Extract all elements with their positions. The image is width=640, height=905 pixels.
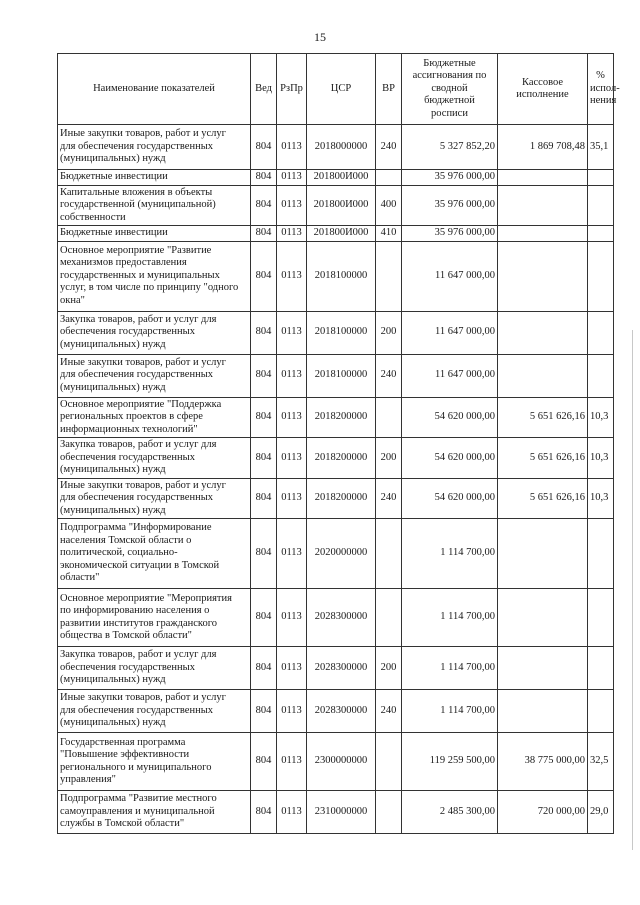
cell-assignments: 35 976 000,00 xyxy=(402,170,498,186)
cell-percent xyxy=(588,519,614,589)
table-row xyxy=(58,519,614,589)
cell-percent xyxy=(588,311,614,354)
cell-rzpr: 0113 xyxy=(277,170,307,186)
cell-vr: 200 xyxy=(376,647,402,690)
table-row xyxy=(58,311,614,354)
cell-csr: 2018200000 xyxy=(307,397,376,438)
cell-percent xyxy=(588,690,614,733)
cell-rzpr: 0113 xyxy=(277,185,307,226)
cell-vr: 240 xyxy=(376,478,402,519)
cell-rzpr: 0113 xyxy=(277,519,307,589)
cell-cash: 5 651 626,16 xyxy=(498,478,588,519)
cell-percent xyxy=(588,354,614,397)
cell-vr xyxy=(376,241,402,311)
cell-percent: 10,3 xyxy=(588,478,614,519)
cell-csr: 2020000000 xyxy=(307,519,376,589)
cell-ved: 804 xyxy=(251,125,277,170)
cell-name: Основное мероприятие "Мероприятия по информированию населения о развитии институтов гражданского общества в Томской области" xyxy=(58,589,251,647)
cell-assignments: 35 976 000,00 xyxy=(402,185,498,226)
header-cash: Кассовое исполнение xyxy=(498,54,588,125)
cell-cash: 5 651 626,16 xyxy=(498,397,588,438)
cell-name: Иные закупки товаров, работ и услуг для обеспечения государственных (муниципальных) нужд xyxy=(58,690,251,733)
cell-name: Основное мероприятие "Развитие механизмов предоставления государственных и муниципальных услуг, в том числе по принципу "одного окна" xyxy=(58,241,251,311)
cell-ved: 804 xyxy=(251,519,277,589)
header-rzpr: РзПр xyxy=(277,54,307,125)
cell-csr: 201800И000 xyxy=(307,170,376,186)
cell-vr: 410 xyxy=(376,226,402,242)
cell-ved: 804 xyxy=(251,478,277,519)
cell-ved: 804 xyxy=(251,226,277,242)
cell-name: Закупка товаров, работ и услуг для обеспечения государственных (муниципальных) нужд xyxy=(58,647,251,690)
table-row xyxy=(58,185,614,226)
cell-vr xyxy=(376,397,402,438)
cell-cash: 1 869 708,48 xyxy=(498,125,588,170)
cell-csr: 2018100000 xyxy=(307,311,376,354)
header-vr: ВР xyxy=(376,54,402,125)
cell-assignments: 54 620 000,00 xyxy=(402,478,498,519)
cell-name: Капитальные вложения в объекты государственной (муниципальной) собственности xyxy=(58,185,251,226)
cell-assignments: 2 485 300,00 xyxy=(402,791,498,834)
cell-name: Закупка товаров, работ и услуг для обеспечения государственных (муниципальных) нужд xyxy=(58,311,251,354)
cell-rzpr: 0113 xyxy=(277,589,307,647)
table-row xyxy=(58,589,614,647)
cell-rzpr: 0113 xyxy=(277,354,307,397)
cell-csr: 2018100000 xyxy=(307,241,376,311)
cell-name: Иные закупки товаров, работ и услуг для обеспечения государственных (муниципальных) нужд xyxy=(58,125,251,170)
cell-csr: 2028300000 xyxy=(307,647,376,690)
header-assignments: Бюджетные ассигнования по сводной бюджетной росписи xyxy=(402,54,498,125)
cell-rzpr: 0113 xyxy=(277,733,307,791)
cell-ved: 804 xyxy=(251,354,277,397)
cell-assignments: 1 114 700,00 xyxy=(402,690,498,733)
cell-csr: 2028300000 xyxy=(307,589,376,647)
cell-rzpr: 0113 xyxy=(277,690,307,733)
cell-ved: 804 xyxy=(251,241,277,311)
cell-rzpr: 0113 xyxy=(277,791,307,834)
cell-vr xyxy=(376,589,402,647)
cell-name: Государственная программа "Повышение эффективности регионального и муниципального управления" xyxy=(58,733,251,791)
cell-assignments: 11 647 000,00 xyxy=(402,354,498,397)
cell-ved: 804 xyxy=(251,170,277,186)
cell-csr: 2028300000 xyxy=(307,690,376,733)
cell-cash: 720 000,00 xyxy=(498,791,588,834)
cell-csr: 2018200000 xyxy=(307,438,376,479)
table-row xyxy=(58,241,614,311)
cell-assignments: 11 647 000,00 xyxy=(402,241,498,311)
cell-cash xyxy=(498,354,588,397)
table-row xyxy=(58,125,614,170)
header-percent: % испол- нения xyxy=(588,54,614,125)
cell-vr: 240 xyxy=(376,354,402,397)
cell-assignments: 1 114 700,00 xyxy=(402,589,498,647)
cell-assignments: 1 114 700,00 xyxy=(402,647,498,690)
cell-assignments: 5 327 852,20 xyxy=(402,125,498,170)
cell-name: Иные закупки товаров, работ и услуг для обеспечения государственных (муниципальных) нужд xyxy=(58,354,251,397)
cell-vr: 240 xyxy=(376,125,402,170)
table-row xyxy=(58,438,614,479)
cell-csr: 2018000000 xyxy=(307,125,376,170)
cell-ved: 804 xyxy=(251,185,277,226)
cell-assignments: 11 647 000,00 xyxy=(402,311,498,354)
table-row xyxy=(58,478,614,519)
cell-name: Подпрограмма "Информирование населения Томской области о политической, социально- экономической ситуации в Томской области" xyxy=(58,519,251,589)
table-header-row xyxy=(58,54,614,125)
cell-assignments: 1 114 700,00 xyxy=(402,519,498,589)
table-body xyxy=(58,125,614,834)
cell-ved: 804 xyxy=(251,438,277,479)
cell-percent xyxy=(588,170,614,186)
header-csr: ЦСР xyxy=(307,54,376,125)
cell-name: Иные закупки товаров, работ и услуг для обеспечения государственных (муниципальных) нужд xyxy=(58,478,251,519)
cell-ved: 804 xyxy=(251,733,277,791)
cell-percent: 35,1 xyxy=(588,125,614,170)
cell-cash: 5 651 626,16 xyxy=(498,438,588,479)
cell-csr: 2018100000 xyxy=(307,354,376,397)
cell-csr: 2310000000 xyxy=(307,791,376,834)
cell-name: Закупка товаров, работ и услуг для обеспечения государственных (муниципальных) нужд xyxy=(58,438,251,479)
cell-csr: 2018200000 xyxy=(307,478,376,519)
cell-ved: 804 xyxy=(251,647,277,690)
cell-rzpr: 0113 xyxy=(277,397,307,438)
cell-vr: 200 xyxy=(376,438,402,479)
budget-execution-table xyxy=(57,53,620,834)
cell-assignments: 54 620 000,00 xyxy=(402,438,498,479)
table-row xyxy=(58,647,614,690)
cell-percent: 32,5 xyxy=(588,733,614,791)
cell-vr: 240 xyxy=(376,690,402,733)
cell-rzpr: 0113 xyxy=(277,311,307,354)
cell-vr xyxy=(376,519,402,589)
cell-csr: 201800И000 xyxy=(307,185,376,226)
cell-assignments: 54 620 000,00 xyxy=(402,397,498,438)
cell-name: Основное мероприятие "Поддержка региональных проектов в сфере информационных технологий" xyxy=(58,397,251,438)
cell-percent: 29,0 xyxy=(588,791,614,834)
table-row xyxy=(58,733,614,791)
cell-name: Бюджетные инвестиции xyxy=(58,170,251,186)
table-row xyxy=(58,791,614,834)
header-name: Наименование показателей xyxy=(58,54,251,125)
cell-vr: 400 xyxy=(376,185,402,226)
cell-cash: 38 775 000,00 xyxy=(498,733,588,791)
cell-assignments: 35 976 000,00 xyxy=(402,226,498,242)
cell-cash xyxy=(498,519,588,589)
cell-vr xyxy=(376,170,402,186)
table-row xyxy=(58,397,614,438)
cell-rzpr: 0113 xyxy=(277,647,307,690)
cell-ved: 804 xyxy=(251,589,277,647)
cell-percent xyxy=(588,185,614,226)
cell-rzpr: 0113 xyxy=(277,478,307,519)
cell-cash xyxy=(498,647,588,690)
cell-assignments: 119 259 500,00 xyxy=(402,733,498,791)
cell-cash xyxy=(498,589,588,647)
cell-cash xyxy=(498,185,588,226)
cell-vr: 200 xyxy=(376,311,402,354)
cell-cash xyxy=(498,226,588,242)
cell-ved: 804 xyxy=(251,397,277,438)
cell-ved: 804 xyxy=(251,311,277,354)
table-row xyxy=(58,690,614,733)
cell-cash xyxy=(498,690,588,733)
cell-percent xyxy=(588,226,614,242)
cell-ved: 804 xyxy=(251,791,277,834)
cell-rzpr: 0113 xyxy=(277,241,307,311)
cell-rzpr: 0113 xyxy=(277,125,307,170)
cell-name: Бюджетные инвестиции xyxy=(58,226,251,242)
cell-percent xyxy=(588,589,614,647)
table-row xyxy=(58,226,614,242)
scan-edge-line xyxy=(632,330,633,850)
cell-csr: 201800И000 xyxy=(307,226,376,242)
cell-percent: 10,3 xyxy=(588,397,614,438)
page-number: 15 xyxy=(314,30,326,44)
cell-rzpr: 0113 xyxy=(277,226,307,242)
cell-cash xyxy=(498,311,588,354)
cell-cash xyxy=(498,170,588,186)
cell-percent xyxy=(588,647,614,690)
cell-vr xyxy=(376,791,402,834)
cell-percent: 10,3 xyxy=(588,438,614,479)
cell-ved: 804 xyxy=(251,690,277,733)
table-row xyxy=(58,170,614,186)
cell-csr: 2300000000 xyxy=(307,733,376,791)
header-ved: Вед xyxy=(251,54,277,125)
table-row xyxy=(58,354,614,397)
cell-vr xyxy=(376,733,402,791)
cell-name: Подпрограмма "Развитие местного самоуправления и муниципальной службы в Томской области" xyxy=(58,791,251,834)
cell-rzpr: 0113 xyxy=(277,438,307,479)
cell-percent xyxy=(588,241,614,311)
cell-cash xyxy=(498,241,588,311)
